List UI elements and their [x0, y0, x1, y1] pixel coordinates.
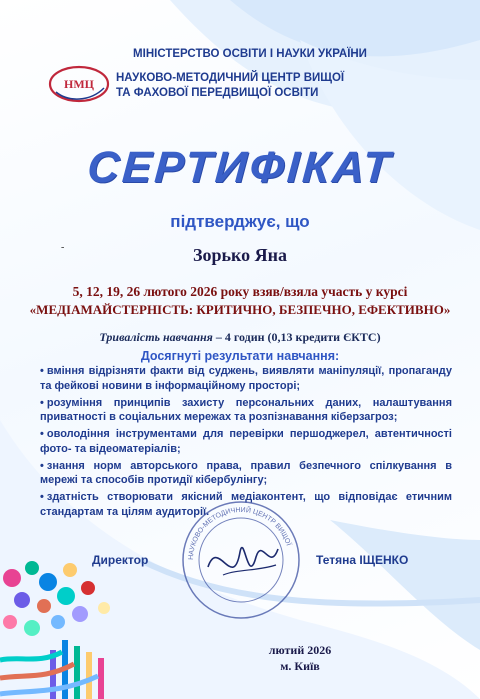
signature-stroke	[208, 548, 278, 568]
media-icons-illustration	[0, 560, 150, 699]
confirms-text: підтверджує, що	[170, 212, 310, 231]
heart-icon	[37, 599, 51, 613]
center-name	[116, 71, 416, 101]
center-name-line2: ТА ФАХОВОЇ ПЕРЕДВИЩОЇ ОСВІТИ	[116, 87, 319, 99]
results-heading: Досягнуті результати навчання:	[140, 349, 340, 363]
nmc-logo	[48, 64, 110, 104]
course-dates: 5, 12, 19, 26 лютого 2026 року взяв/взяла участь у курсі	[72, 284, 408, 299]
result-text: знання норм авторського права, правил безпечного спілкування в мережі та способів протидії кібербулінгу;	[40, 459, 452, 486]
logo-text: НМЦ	[64, 77, 94, 91]
camera-icon	[14, 592, 30, 608]
center-name-line1: НАУКОВО-МЕТОДИЧНИЙ ЦЕНТР ВИЩОЇ	[116, 72, 345, 84]
bullet-icon: •	[40, 428, 44, 440]
list-item	[40, 396, 452, 425]
phone-icon	[72, 606, 88, 622]
wifi-icon	[57, 587, 75, 605]
chat-icon	[3, 569, 21, 587]
list-item	[40, 459, 452, 488]
cloud-icon	[51, 615, 65, 629]
seal-text: НАУКОВО-МЕТОДИЧНИЙ ЦЕНТР ВИЩОЇ	[187, 506, 292, 561]
certificate-title: СЕРТИФІКАТ	[85, 143, 395, 192]
official-seal	[178, 497, 304, 623]
duration-label: Тривалість навчання	[99, 330, 213, 344]
user-icon	[24, 620, 40, 636]
issue-city: м. Київ	[280, 659, 320, 673]
ministry-name: МІНІСТЕРСТВО ОСВІТИ І НАУКИ УКРАЇНИ	[133, 48, 367, 60]
list-item	[40, 364, 452, 393]
result-text: вміння відрізняти факти від суджень, виявляти маніпуляції, пропаганду та фейкові новини в інформаційному просторі;	[40, 365, 452, 392]
list-item	[40, 427, 452, 456]
dash-mark: -	[61, 242, 65, 253]
result-text: розуміння принципів захисту персональних даних, налаштування приватності в соціальних мережах та розпізнавання кіберзагроз;	[40, 396, 452, 423]
bullet-icon: •	[40, 396, 44, 409]
course-duration	[0, 330, 480, 345]
globe-icon	[39, 573, 57, 591]
course-title: «МЕДІАМАЙСТЕРНІСТЬ: КРИТИЧНО, БЕЗПЕЧНО, ЕФЕКТИВНО»	[29, 302, 451, 317]
result-text: здатність створювати якісний медіаконтент, що відповідає етичним стандартам та цілям аудиторії.	[40, 491, 452, 518]
bullet-icon: •	[40, 491, 44, 503]
bell-icon	[98, 602, 110, 614]
director-label: Директор	[92, 553, 149, 567]
issue-month: лютий 2026	[268, 643, 332, 657]
duration-value: – 4 годин (0,13 кредити ЄКТС)	[212, 330, 381, 344]
bullet-icon: •	[40, 365, 44, 377]
result-text: оволодіння інструментами для перевірки першоджерел, автентичності фото- та відеоматеріалів;	[40, 428, 452, 455]
music-icon	[3, 615, 17, 629]
mail-icon	[25, 561, 39, 575]
play-icon	[81, 581, 95, 595]
bullet-icon: •	[40, 459, 44, 472]
director-name: Тетяна ІЩЕНКО	[316, 553, 409, 567]
star-icon	[63, 563, 77, 577]
recipient-name: Зорько Яна	[192, 245, 288, 265]
